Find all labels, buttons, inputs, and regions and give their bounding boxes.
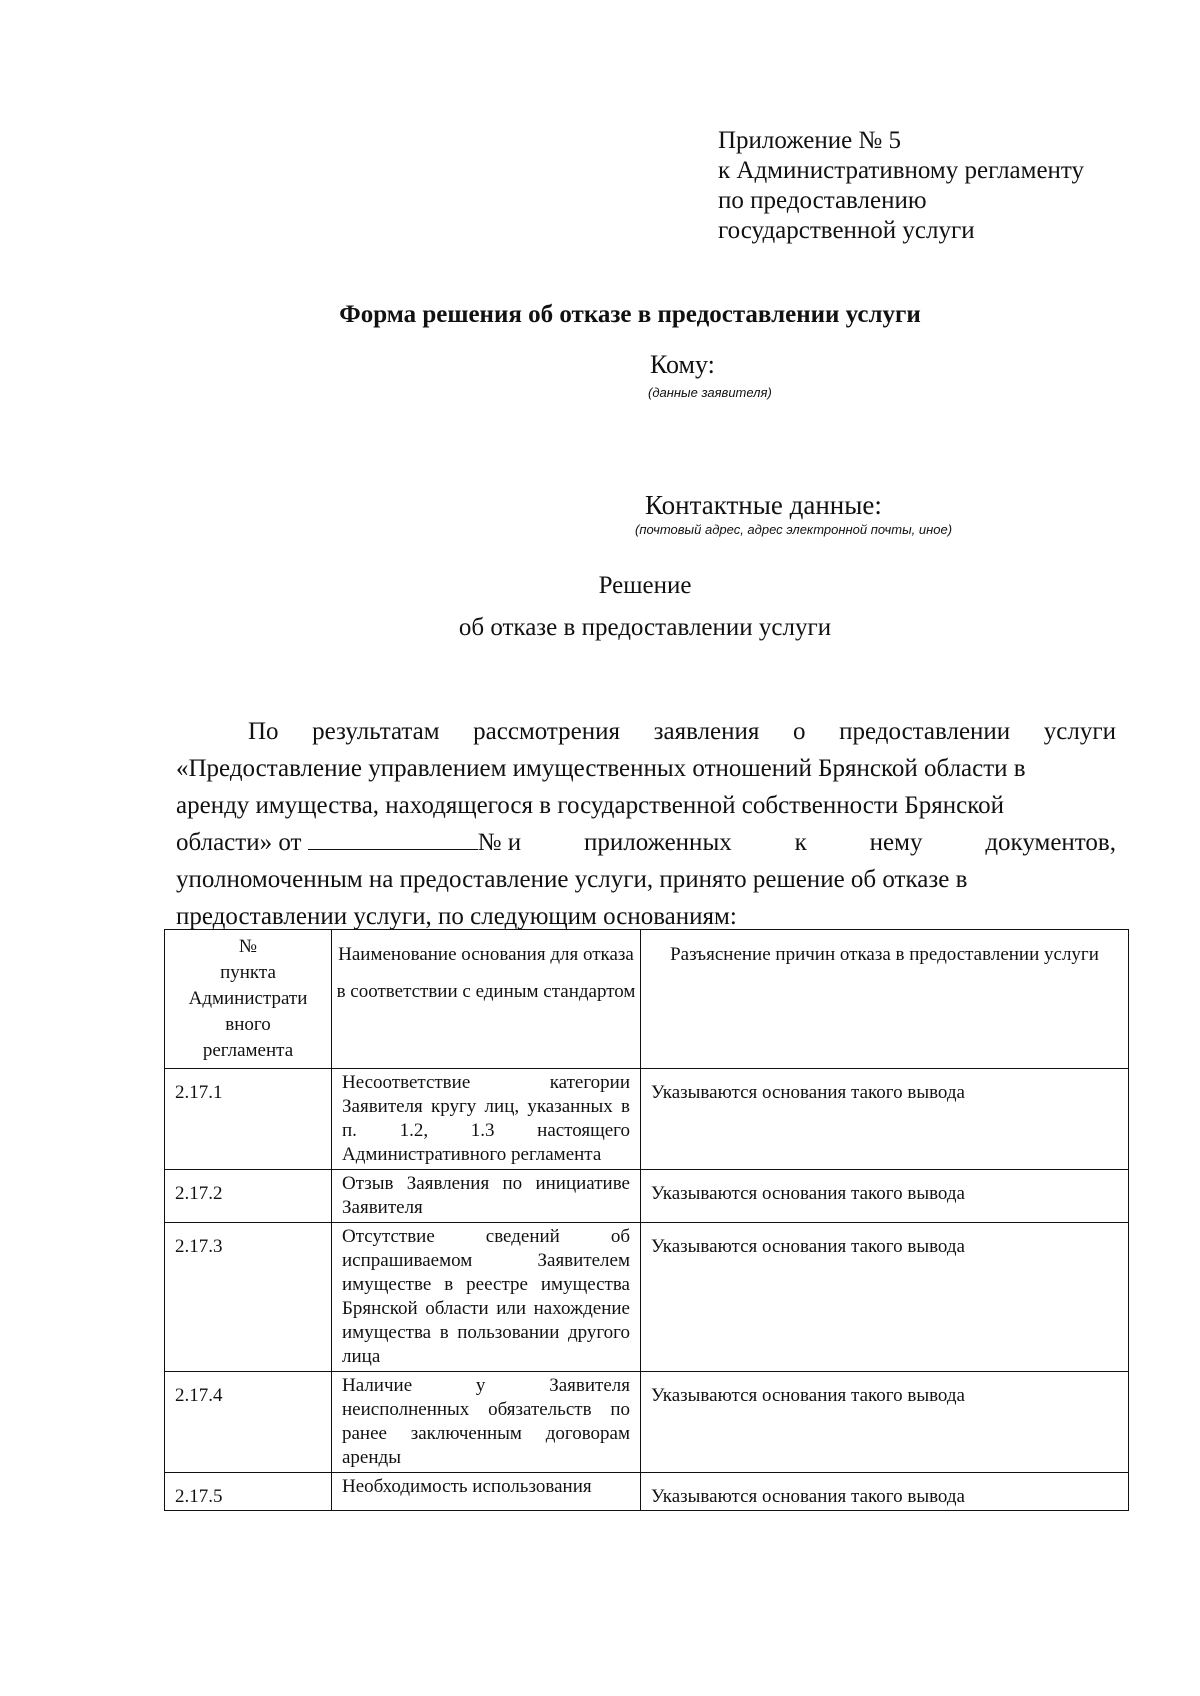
word: приложенных: [584, 829, 732, 856]
decision-title: Решение: [598, 572, 692, 599]
word: услуги: [1043, 718, 1116, 745]
reason-explanation: Указываются основания такого вывода: [641, 1069, 1129, 1170]
header-text: вного: [225, 1014, 271, 1035]
clause-number: 2.17.4: [165, 1372, 332, 1473]
reason-explanation: Указываются основания такого вывода: [641, 1223, 1129, 1372]
appendix-line: по предоставлению: [718, 187, 927, 214]
clause-number: 2.17.2: [165, 1170, 332, 1223]
word: заявления: [653, 718, 760, 745]
clause-number: 2.17.1: [165, 1069, 332, 1170]
reason-name: Отсутствие сведений об испрашиваемом Заявителем имуществе в реестре имущества Брянской области или нахождение имущества в пользовании другого лица: [332, 1223, 641, 1372]
table-row: [165, 1069, 1129, 1170]
recipient-hint: (данные заявителя): [648, 385, 772, 400]
paragraph-line: [176, 861, 1116, 898]
date-number-fragment: [176, 824, 521, 861]
header-clause-number: [165, 930, 332, 1069]
paragraph-text: области» от: [176, 829, 302, 856]
header-text: регламента: [202, 1040, 294, 1061]
word: о: [793, 718, 806, 745]
header-explanation: Разъяснение причин отказа в предоставлении услуги: [641, 930, 1129, 1069]
clause-number: 2.17.3: [165, 1223, 332, 1372]
reason-name: Несоответствие категории Заявителя кругу лиц, указанных в п. 1.2, 1.3 настоящего Административного регламента: [332, 1069, 641, 1170]
paragraph-text: аренду имущества, находящегося в государственной собственности Брянской: [176, 792, 1004, 819]
reason-explanation: Указываются основания такого вывода: [641, 1473, 1129, 1511]
reason-name: Необходимость использования: [332, 1473, 641, 1511]
word: предоставлении: [839, 718, 1011, 745]
appendix-header: [718, 126, 1084, 246]
decision-subtitle: об отказе в предоставлении услуги: [458, 614, 832, 641]
paragraph-text: № и: [477, 829, 522, 856]
refusal-reasons-table: [164, 929, 1129, 1511]
table-row: [165, 1372, 1129, 1473]
table-row: [165, 1473, 1129, 1511]
word: нему: [869, 829, 923, 856]
date-blank-line: [308, 827, 478, 850]
paragraph-text: предоставлении услуги, по следующим основаниям:: [176, 903, 737, 930]
header-text: №: [238, 936, 258, 957]
paragraph-line: [176, 750, 1116, 787]
word: документов,: [985, 829, 1116, 856]
appendix-line: Приложение № 5: [718, 127, 902, 154]
paragraph-line: [176, 824, 1116, 861]
word: рассмотрения: [473, 718, 621, 745]
table-header-row: [165, 930, 1129, 1069]
word: По: [248, 718, 279, 745]
contacts-label: Контактные данные:: [645, 490, 882, 520]
word: к: [794, 829, 807, 856]
table-row: [165, 1170, 1129, 1223]
word: результатам: [312, 718, 440, 745]
recipient-label: Кому:: [650, 350, 715, 379]
reason-name: Наличие у Заявителя неисполненных обязательств по ранее заключенным договорам аренды: [332, 1372, 641, 1473]
appendix-line: к Административному регламенту: [718, 157, 1085, 184]
reason-name: Отзыв Заявления по инициативе Заявителя: [332, 1170, 641, 1223]
header-text: пункта: [220, 962, 276, 983]
table-row: [165, 1223, 1129, 1372]
decision-paragraph: [176, 713, 1116, 935]
appendix-line: государственной услуги: [718, 217, 975, 244]
reason-explanation: Указываются основания такого вывода: [641, 1372, 1129, 1473]
clause-number: 2.17.5: [165, 1473, 332, 1511]
paragraph-line: [176, 787, 1116, 824]
form-title: Форма решения об отказе в предоставлении услуги: [339, 301, 921, 328]
paragraph-text: уполномоченным на предоставление услуги, принято решение об отказе в: [176, 866, 968, 893]
paragraph-text: «Предоставление управлением имущественных отношений Брянской области в: [176, 755, 1026, 782]
contacts-hint: (почтовый адрес, адрес электронной почты, иное): [635, 522, 953, 537]
paragraph-line: [176, 713, 1116, 750]
header-text: Администрати: [188, 988, 308, 1009]
reason-explanation: Указываются основания такого вывода: [641, 1170, 1129, 1223]
header-reason-name: Наименование основания для отказа в соответствии с единым стандартом: [332, 930, 641, 1069]
